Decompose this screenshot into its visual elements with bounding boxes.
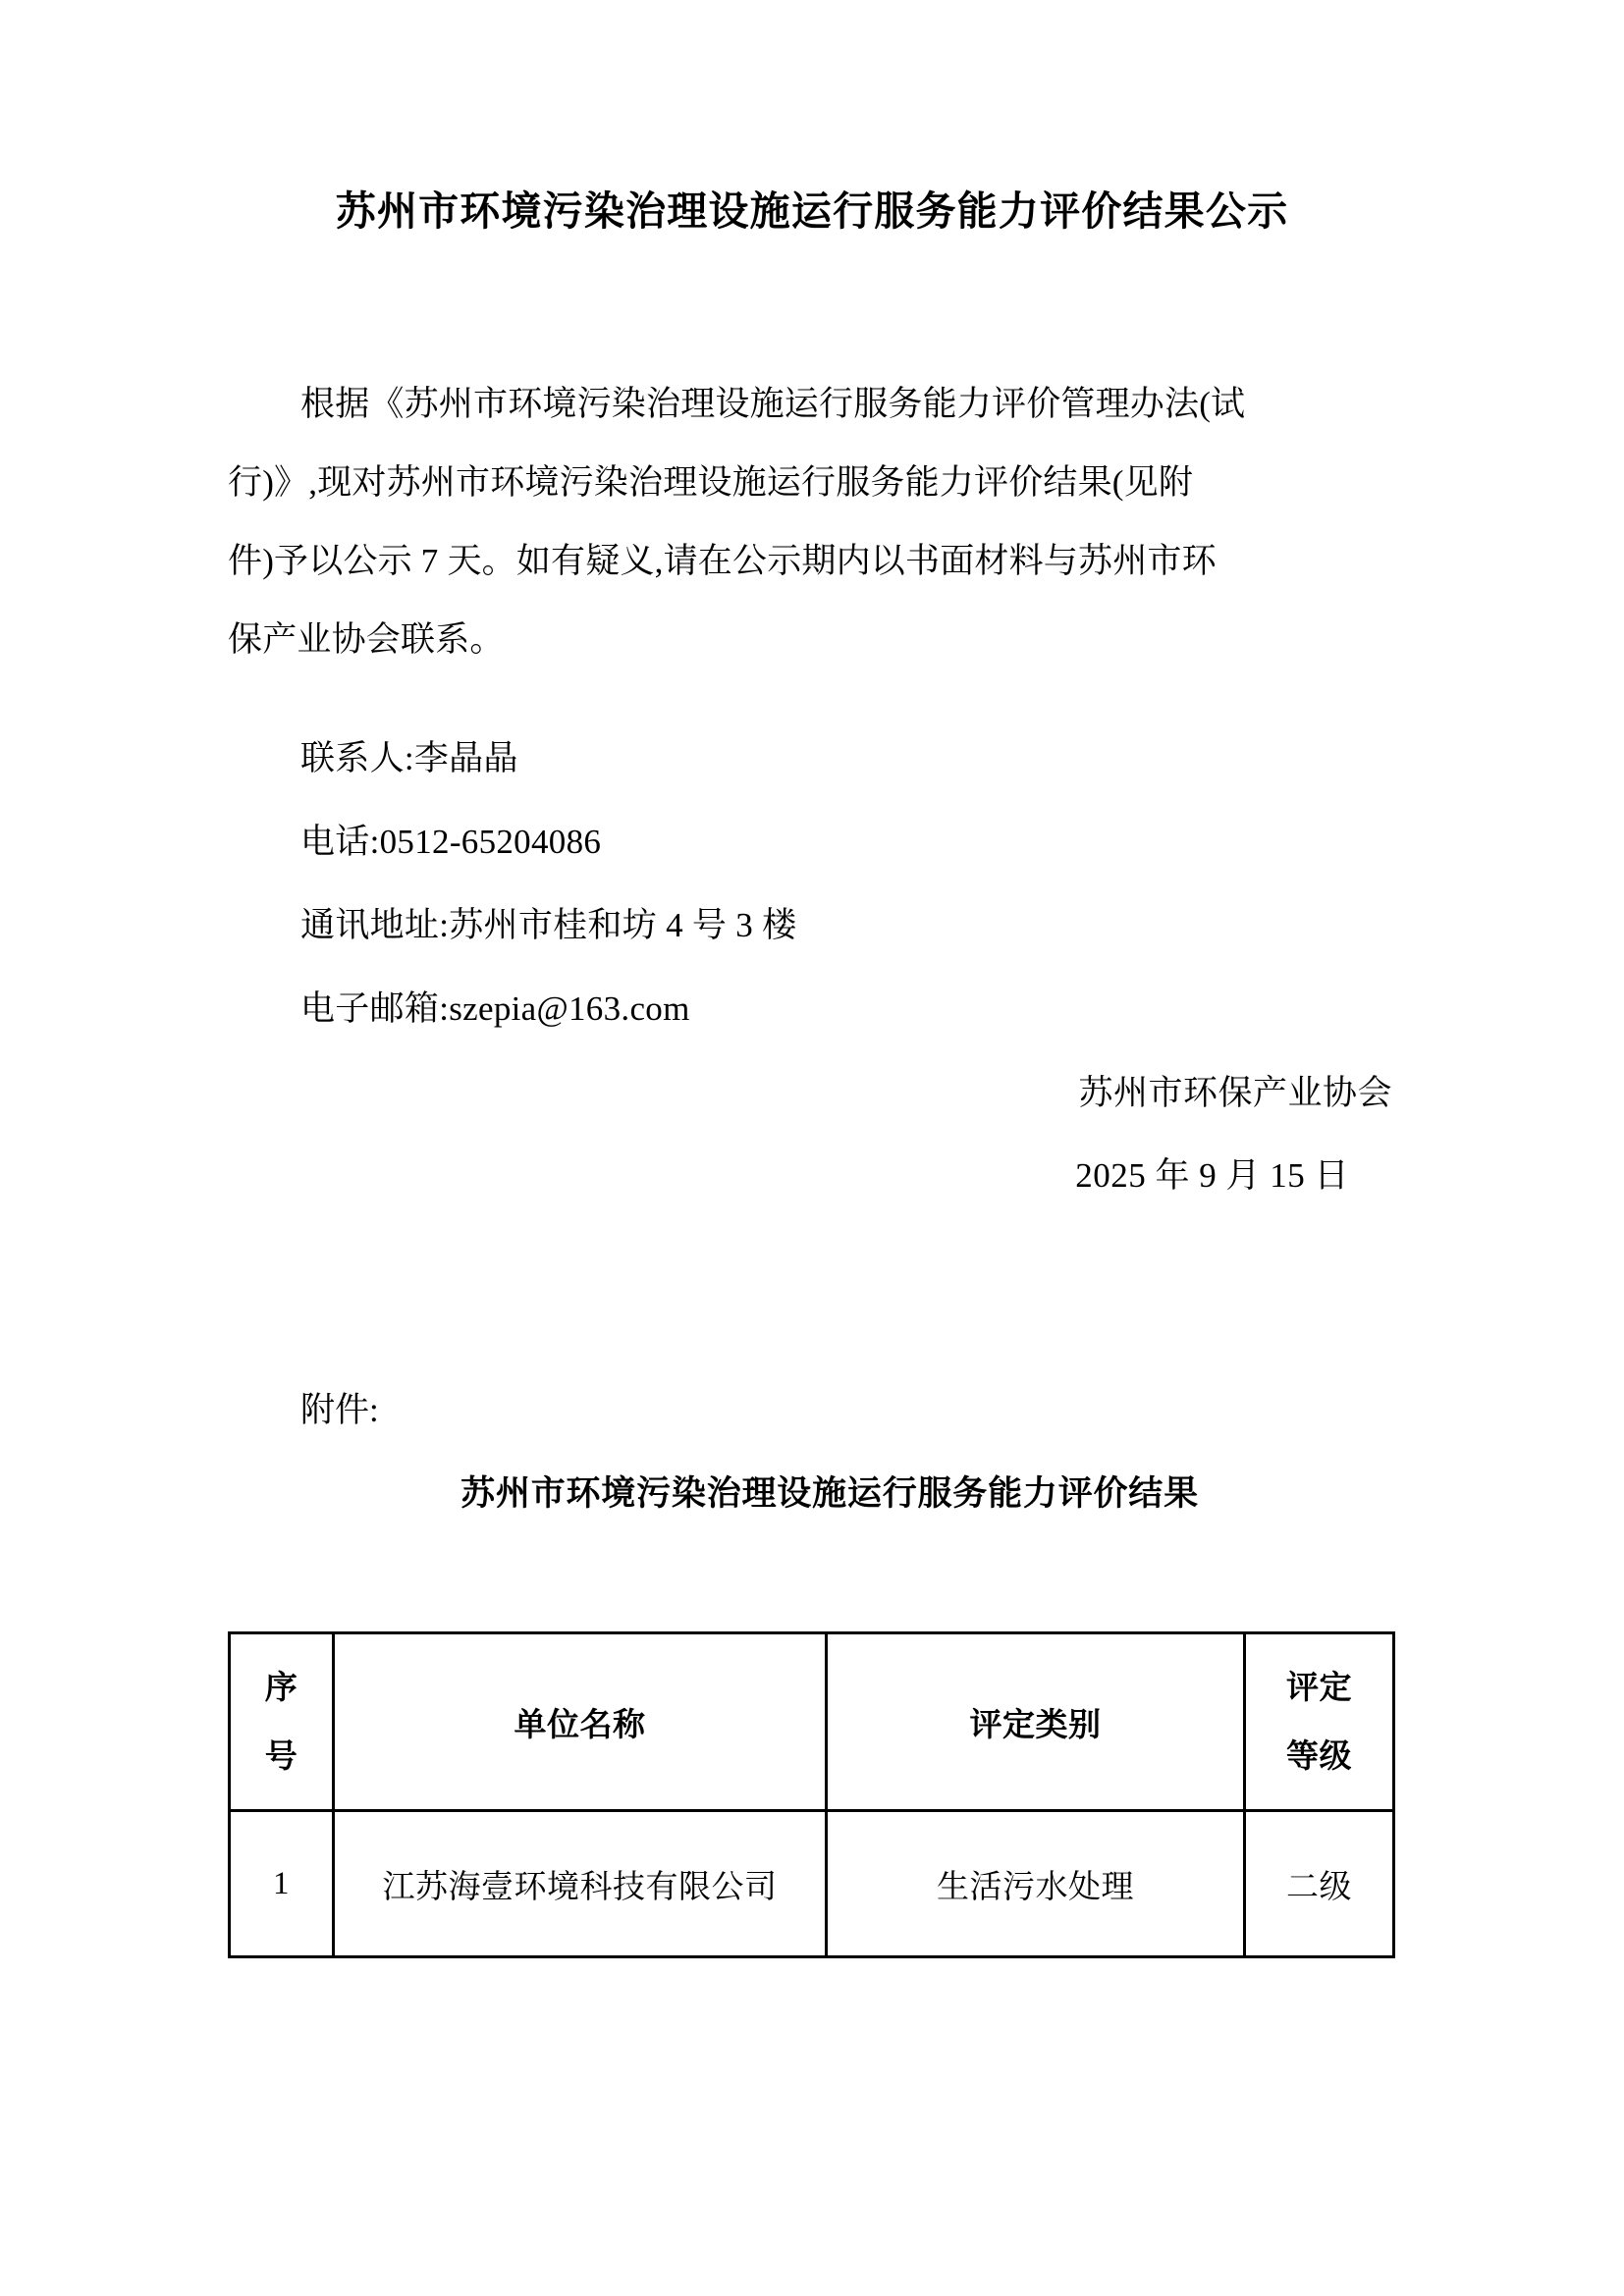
column-header-index bbox=[230, 1633, 334, 1811]
contact-address-line: 通讯地址:苏州市桂和坊 4 号 3 楼 bbox=[300, 906, 797, 944]
cell-category: 生活污水处理 bbox=[827, 1811, 1245, 1957]
column-header-unit-name: 单位名称 bbox=[334, 1633, 827, 1811]
signature-block bbox=[0, 1052, 1392, 1217]
cell-grade: 二级 bbox=[1245, 1811, 1394, 1957]
body-line-3: 件)予以公示 7 天。如有疑义,请在公示期内以书面材料与苏州市环 bbox=[228, 542, 1217, 580]
signature-organization: 苏州市环保产业协会 bbox=[1078, 1074, 1392, 1112]
column-header-category: 评定类别 bbox=[827, 1633, 1245, 1811]
column-header-index-bottom: 号 bbox=[264, 1737, 298, 1774]
page-title: 苏州市环境污染治理设施运行服务能力评价结果公示 bbox=[335, 188, 1289, 234]
body-paragraph bbox=[228, 365, 1392, 679]
column-header-grade-top: 评定 bbox=[1286, 1669, 1352, 1705]
contact-phone-line: 电话:0512-65204086 bbox=[300, 823, 602, 861]
contact-email-line: 电子邮箱:szepia@163.com bbox=[300, 989, 690, 1028]
contact-info bbox=[228, 717, 1392, 1050]
table-header-row bbox=[230, 1633, 1394, 1811]
body-line-2: 行)》,现对苏州市环境污染治理设施运行服务能力评价结果(见附 bbox=[228, 463, 1194, 502]
body-line-4: 保产业协会联系。 bbox=[228, 620, 505, 659]
cell-index: 1 bbox=[230, 1811, 334, 1957]
column-header-grade-bottom: 等级 bbox=[1286, 1737, 1352, 1774]
column-header-grade bbox=[1245, 1633, 1394, 1811]
attachment-label: 附件: bbox=[300, 1391, 379, 1429]
body-line-1: 根据《苏州市环境污染治理设施运行服务能力评价管理办法(试 bbox=[300, 385, 1246, 423]
column-header-index-top: 序 bbox=[264, 1669, 298, 1705]
cell-unit-name: 江苏海壹环境科技有限公司 bbox=[334, 1811, 827, 1957]
contact-person-line: 联系人:李晶晶 bbox=[300, 739, 518, 777]
signature-date: 2025 年 9 月 15 日 bbox=[1075, 1156, 1349, 1195]
table-row bbox=[230, 1811, 1394, 1957]
evaluation-results-table bbox=[228, 1631, 1395, 1958]
attachment-title: 苏州市环境污染治理设施运行服务能力评价结果 bbox=[460, 1474, 1199, 1513]
